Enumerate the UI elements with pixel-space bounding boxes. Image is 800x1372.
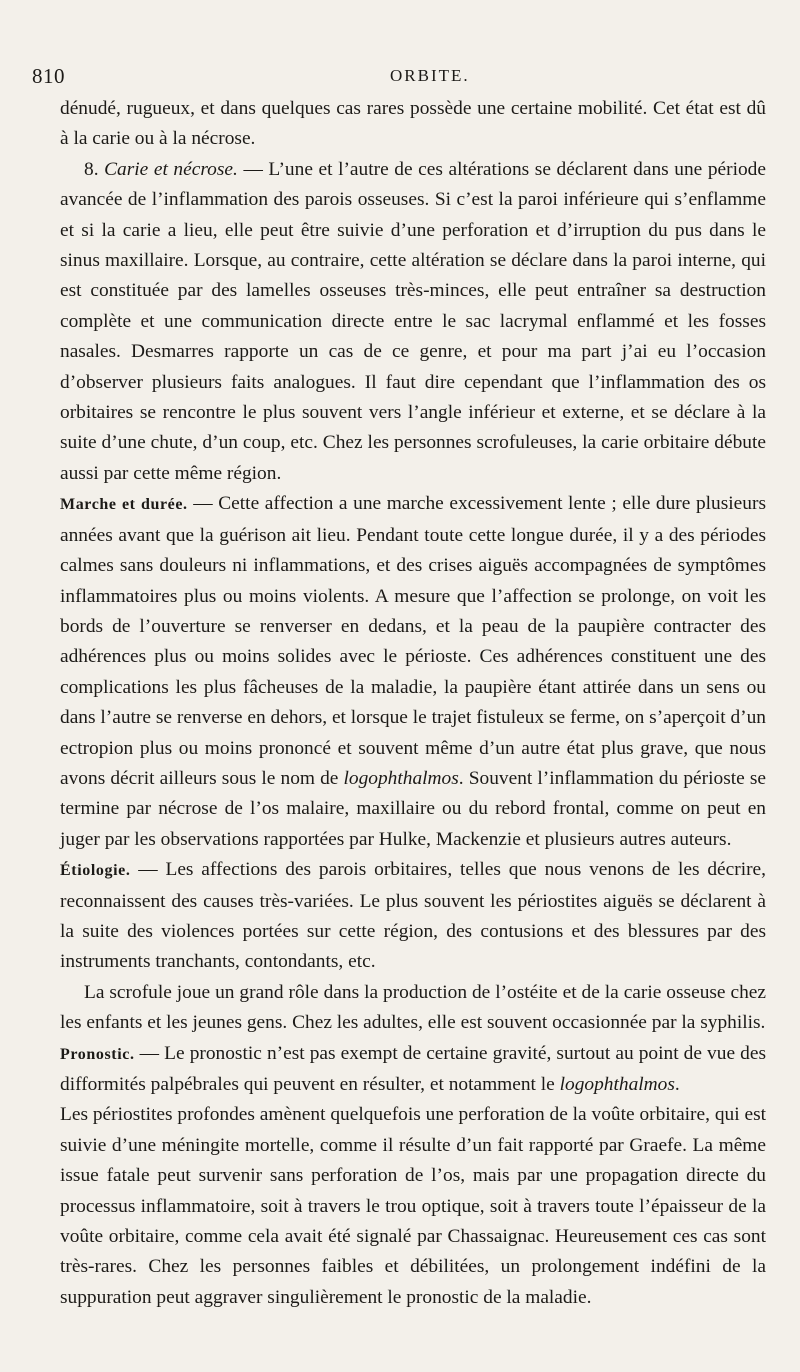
section-title-italic: Carie et nécrose. [104, 158, 238, 180]
page-header [32, 58, 766, 94]
paragraph-marche-duree [60, 489, 766, 855]
paragraph-text: . [674, 1074, 680, 1095]
paragraph-text: dénudé, rugueux, et dans quelques cas rares possède une certaine mobilité. Cet état est dû à la carie ou à la nécrose. [60, 98, 766, 150]
italic-term: logophthalmos [559, 1074, 675, 1095]
section-heading: Pronostic. [60, 1045, 135, 1063]
paragraph-periostites [60, 1100, 766, 1313]
body-text [60, 94, 766, 1313]
paragraph-text: — L’une et l’autre de ces altérations se déclarent dans une période avancée de l’inflammation des parois osseuses. Si c’est la paroi inférieure qui s’enflamme et si la carie a lieu, elle peut être suivie d’une perforation et d’irruption du pus dans le sinus maxillaire. Lorsque, au contraire, cette altération se déclare dans la paroi interne, qui est constituée par des lamelles osseuses très-minces, elle peut entraîner sa destruction complète et une communication directe entre le sac lacrymal enflammé et les fosses nasales. Desmarres rapporte un cas de ce genre, et pour ma part j’ai eu l’occasion d’observer plusieurs faits analogues. Il faut dire cependant que l’inflammation des os orbitaires se rencontre le plus souvent vers l’angle inférieur et externe, et se déclare à la suite d’une chute, d’un coup, etc. Chez les personnes scrofuleuses, la carie orbitaire débute aussi par cette même région. [60, 158, 766, 484]
paragraph-carie-necrose [60, 155, 766, 489]
paragraph-text: — Cette affection a une marche excessivement lente ; elle dure plusieurs années avant que la guérison ait lieu. Pendant toute cette longue durée, il y a des périodes calmes sans douleurs ni inflammations, et des crises aiguës accompagnées de symptômes inflammatoires plus ou moins violents. A mesure que l’affection se prolonge, on voit les bords de l’ouverture se renverser en dedans, et la peau de la paupière contracter des adhérences plus ou moins solides avec le périoste. Ces adhérences constituent une des complications les plus fâcheuses de la maladie, la paupière étant attirée dans un sens ou dans l’autre se renverse en dehors, et lorsque le trajet fistuleux se ferme, on s’aperçoit d’un ectropion plus ou moins prononcé et souvent même d’un autre état plus grave, que nous avons décrit ailleurs sous le nom de [60, 493, 766, 789]
paragraph-pronostic [60, 1039, 766, 1101]
paragraph-text: La scrofule joue un grand rôle dans la production de l’ostéite et de la carie osseuse chez les enfants et les jeunes gens. Chez les adultes, elle est souvent occasionnée par la syphilis. [60, 981, 766, 1034]
paragraph-text: . Souvent l’inflammation du périoste se termine par nécrose de l’os malaire, maxillaire ou du rebord frontal, comme on peut en juger par les observations rapportées par Hulke, Mackenzie et plusieurs autres auteurs. [60, 767, 766, 850]
running-head: ORBITE. [390, 66, 470, 85]
section-number: 8. [84, 158, 99, 180]
page-number: 810 [32, 64, 65, 88]
section-heading: Marche et durée. [60, 496, 188, 514]
paragraph-text: — Les affections des parois orbitaires, telles que nous venons de les décrire, reconnaissent des causes très-variées. Le plus souvent les périostites aiguës se déclarent à la suite des violences portées sur cette région, des contusions et des blessures par des instruments tranchants, contondants, etc. [60, 859, 766, 973]
italic-term: logophthalmos [343, 767, 459, 789]
section-heading: Étiologie. [60, 862, 131, 880]
paragraph-etiologie [60, 855, 766, 978]
paragraph-text: — Le pronostic n’est pas exempt de certaine gravité, surtout au point de vue des difformités palpébrales qui peuvent en résulter, et notamment le [60, 1042, 766, 1095]
paragraph-scrofule [60, 978, 766, 1039]
paragraph-text: Les périostites profondes amènent quelquefois une perforation de la voûte orbitaire, qui est suivie d’une méningite mortelle, comme il résulte d’un fait rapporté par Graefe. La même issue fatale peut survenir sans perforation de l’os, mais par une propagation directe du processus inflammatoire, soit à travers le trou optique, soit à travers toute l’épaisseur de la voûte orbitaire, comme cela avait été signalé par Chassaignac. Heureusement ces cas sont très-rares. Chez les personnes faibles et débilitées, un prolongement indéfini de la suppuration peut aggraver singulièrement le pronostic de la maladie. [60, 1104, 766, 1308]
paragraph-continuation [60, 94, 766, 155]
